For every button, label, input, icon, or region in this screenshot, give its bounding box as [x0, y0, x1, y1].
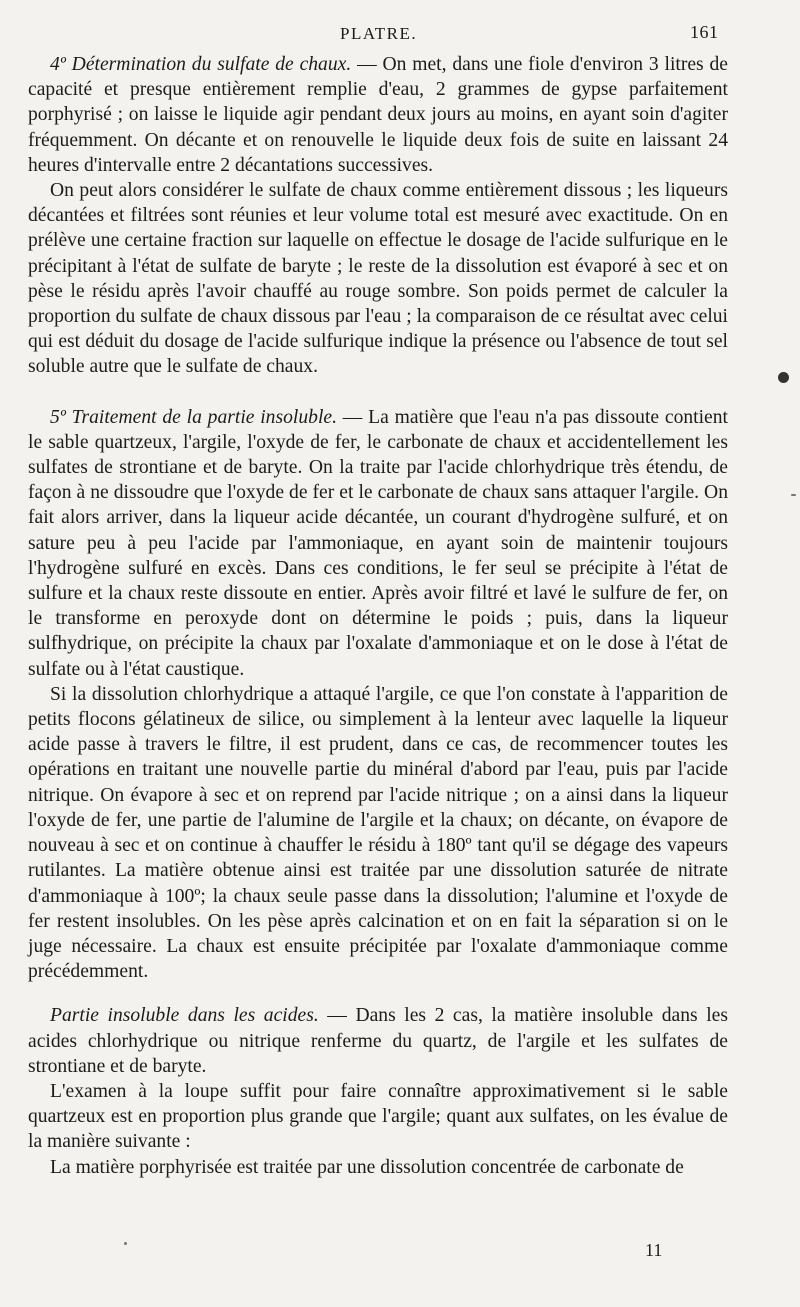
page-number: 161 — [690, 22, 719, 42]
paragraph-5-traitement — [28, 405, 728, 682]
paragraph — [28, 1079, 728, 1155]
paragraph-text: — On met, dans une fiole d'environ 3 litres de capacité et presque entièrement remplie d'eau, 2 grammes de gypse parfaitement porphyrisé ; on laisse le liquide agir pendant deux jours au moins, en ayant soin d'agiter fréquemment. On décante et on renouvelle le liquide deux fois de suite en laissant 24 heures d'intervalle entre 2 décantations successives. — [28, 54, 728, 176]
running-title: PLATRE. — [340, 24, 418, 43]
signature-mark: 11 — [645, 1240, 663, 1260]
paragraph-partie-insoluble — [28, 1003, 728, 1079]
section-heading: 4º Détermination du sulfate de chaux. — [50, 54, 352, 75]
ink-speck — [791, 494, 796, 496]
body-text — [28, 52, 728, 1180]
page-header — [0, 20, 800, 50]
section-heading: Partie insoluble dans les acides. — [50, 1005, 319, 1027]
paragraph-text: — La matière que l'eau n'a pas dissoute contient le sable quartzeux, l'argile, l'oxyde de fer, le carbonate de chaux et accidentellement les sulfates de strontiane et de baryte. On la traite par l'acide chlorhydrique très étendu, de façon à ne dissoudre que l'oxyde de fer et le carbonate de chaux sans attaquer l'argile. On fait alors arriver, dans la liqueur acide décantée, un courant d'hydrogène sulfuré, et on sature peu à peu l'acide par l'ammoniaque, en ayant soin de maintenir toujours l'hydrogène sulfuré en excès. Dans ces conditions, le fer seul se précipite à l'état de sulfure et la chaux reste dissoute en entier. Après avoir filtré et lavé le sulfure de fer, on le transforme en peroxyde dont on détermine le poids ; puis, dans la liqueur sulfhydrique, on précipite la chaux par l'oxalate d'ammoniaque et on le dose à l'état de sulfate ou à l'état caustique. — [28, 406, 728, 680]
paragraph — [28, 178, 728, 380]
paragraph — [28, 682, 728, 984]
paragraph-text: Si la dissolution chlorhydrique a attaqué l'argile, ce que l'on constate à l'apparition de petits flocons gélatineux de silice, ou simplement à la lenteur avec laquelle la liqueur acide passe à travers le filtre, il est prudent, dans ce cas, de recommencer toutes les opérations en traitant une nouvelle partie du minéral d'abord par l'eau, puis par l'acide nitrique. On évapore à sec et on reprend par l'acide nitrique ; on a ainsi dans la liqueur l'oxyde de fer, une partie de l'alumine de l'argile et la chaux; on décante, on évapore de nouveau à sec et on continue à chauffer le résidu à 180º tant qu'il se dégage des vapeurs rutilantes. La matière obtenue ainsi est traitée par une dissolution saturée de nitrate d'ammoniaque à 100º; la chaux seule passe dans la dissolution; l'alumine et l'oxyde de fer restent insolubles. On les pèse après calcination et on en fait la séparation si on le juge nécessaire. La chaux est ensuite précipitée par l'oxalate d'ammoniaque comme précédemment. — [28, 683, 728, 983]
paragraph-text: L'examen à la loupe suffit pour faire connaître approximativement si le sable quartzeux est en proportion plus grande que l'argile; quant aux sulfates, on les évalue de la manière suivante : — [28, 1080, 728, 1153]
paragraph — [28, 1155, 728, 1180]
paragraph-4-sulfate — [28, 52, 728, 178]
ink-dot — [778, 372, 789, 383]
ink-speck — [124, 1242, 127, 1245]
section-heading: 5º Traitement de la partie insoluble. — [50, 406, 337, 428]
paragraph-text: — Dans les 2 cas, la matière insoluble dans les acides chlorhydrique ou nitrique renferme du quartz, de l'argile et les sulfates de strontiane et de baryte. — [28, 1005, 728, 1077]
paragraph-text: On peut alors considérer le sulfate de chaux comme entièrement dissous ; les liqueurs décantées et filtrées sont réunies et leur volume total est mesuré avec exactitude. On en prélève une certaine fraction sur laquelle on effectue le dosage de l'acide sulfurique en le précipitant à l'état de sulfate de baryte ; le reste de la dissolution est évaporé à sec et on pèse le résidu après l'avoir chauffé au rouge sombre. Son poids permet de calculer la proportion du sulfate de chaux dissous par l'eau ; la comparaison de ce résultat avec celui qui est déduit du dosage de l'acide sulfurique indique la présence ou l'absence de tout sel soluble autre que le sulfate de chaux. — [28, 180, 728, 378]
paragraph-text: La matière porphyrisée est traitée par une dissolution concentrée de carbonate de — [50, 1156, 684, 1178]
